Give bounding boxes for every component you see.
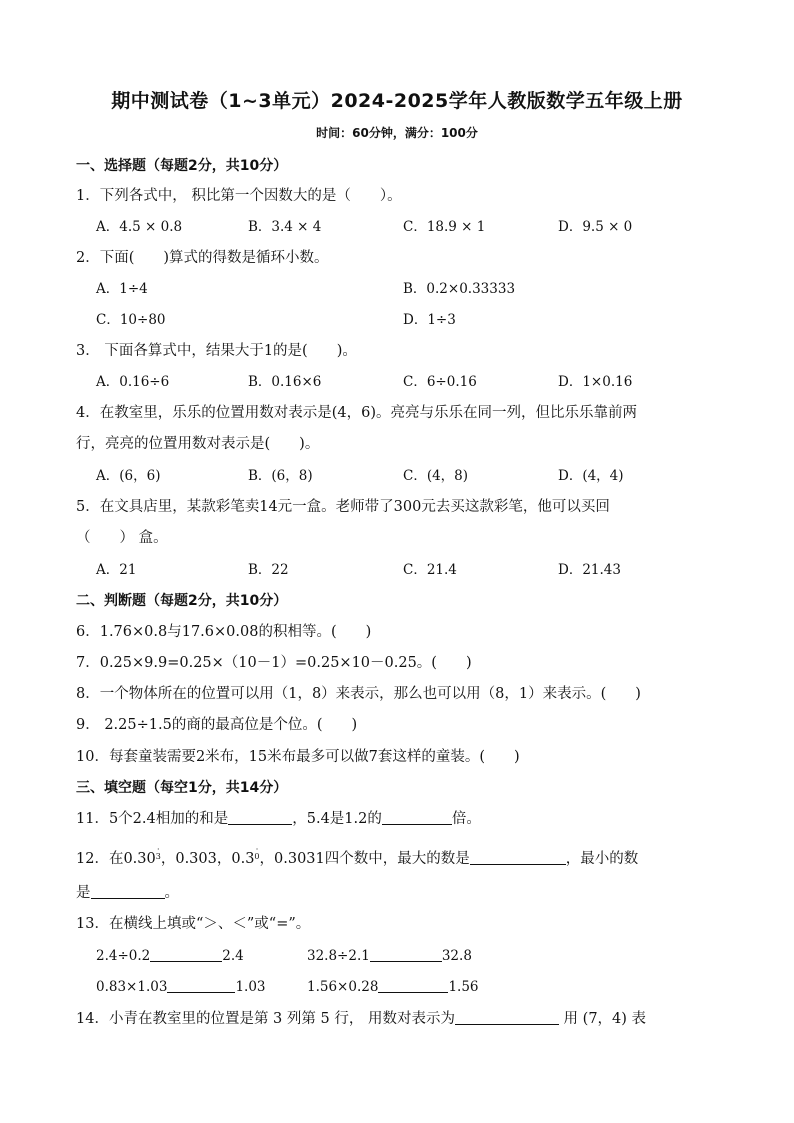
question-12-line1 [76, 846, 638, 869]
q5-option-b: B．22 [248, 562, 289, 578]
q2-option-b: B．0.2×0.33333 [403, 281, 516, 297]
question-10: 10．每套童装需要2米布，15米布最多可以做7套这样的童装。( ) [76, 749, 520, 765]
answer-blank[interactable] [378, 978, 448, 993]
q2-option-c: C．10÷80 [96, 312, 166, 328]
answer-blank[interactable] [470, 850, 566, 865]
answer-blank[interactable] [91, 884, 165, 899]
section-heading-choice: 一、选择题（每题2分，共10分） [76, 158, 288, 174]
q13-compare-1: 2.4÷0.2 2.4 [96, 948, 244, 964]
q2-option-a: A．1÷4 [96, 281, 148, 297]
section-heading-judge: 二、判断题（每题2分，共10分） [76, 593, 288, 609]
question-12-line2 [76, 883, 179, 903]
answer-blank[interactable] [228, 810, 292, 825]
section-heading-fill: 三、填空题（每空1分，共14分） [76, 780, 288, 796]
q12-text-part6: 。 [164, 885, 179, 901]
answer-blank[interactable] [382, 810, 452, 825]
q13-compare-3: 0.83×1.03 1.03 [96, 979, 266, 995]
q13-compare-2: 32.8÷2.1 32.8 [307, 948, 472, 964]
q12-text-part1: 12．在0.30 [76, 851, 156, 867]
q2-option-d: D．1÷3 [403, 312, 456, 328]
q12-text-part2: ，0.303，0.3 [160, 851, 255, 867]
q5-option-d: D．21.43 [558, 562, 621, 578]
question-8: 8．一个物体所在的位置可以用（1，8）来表示，那么也可以用（8，1）来表示。( ) [76, 686, 641, 702]
question-4-stem-line2: 行，亮亮的位置用数对表示是( )。 [76, 436, 320, 452]
q14-text-part1: 14．小青在教室里的位置是第 3 列第 5 行， 用数对表示为 [76, 1011, 455, 1027]
question-9: 9． 2.25÷1.5的商的最高位是个位。( ) [76, 717, 358, 733]
q12-text-part5: 是 [76, 885, 91, 901]
answer-blank[interactable] [150, 947, 222, 962]
page-title: 期中测试卷（1~3单元）2024-2025学年人教版数学五年级上册 [111, 90, 683, 112]
q3-option-c: C．6÷0.16 [403, 374, 477, 390]
answer-blank[interactable] [370, 947, 442, 962]
q1-option-b: B．3.4 × 4 [248, 219, 322, 235]
q11-text-part2: ，5.4是1.2的 [292, 811, 382, 827]
question-11 [76, 809, 481, 829]
question-3-stem: 3． 下面各算式中，结果大于1的是( )。 [76, 343, 357, 359]
page-subtitle: 时间：60分钟，满分：100分 [316, 126, 478, 140]
q4-option-a: A．(6，6) [96, 468, 161, 484]
q13-compare-4: 1.56×0.28 1.56 [307, 979, 479, 995]
q3-option-d: D．1×0.16 [558, 374, 633, 390]
question-2-stem: 2．下面( )算式的得数是循环小数。 [76, 250, 329, 266]
answer-blank[interactable] [455, 1010, 559, 1025]
q1-option-a: A．4.5 × 0.8 [96, 219, 183, 235]
q12-text-part4: ，最小的数 [565, 851, 639, 867]
q3-option-a: A．0.16÷6 [96, 374, 170, 390]
question-5-stem-line1: 5．在文具店里，某款彩笔卖14元一盒。老师带了300元去买这款彩笔，他可以买回 [76, 499, 610, 515]
question-14 [76, 1009, 646, 1029]
q12-text-part3: ，0.3031四个数中，最大的数是 [259, 851, 470, 867]
q4-option-c: C．(4，8) [403, 468, 469, 484]
q5-option-a: A．21 [96, 562, 137, 578]
q14-text-part2: 用 (7，4) 表 [558, 1011, 647, 1027]
q5-option-c: C．21.4 [403, 562, 457, 578]
question-13-stem: 13．在横线上填或“＞、＜”或“=”。 [76, 916, 311, 932]
q4-option-b: B．(6，8) [248, 468, 313, 484]
q12-repeating-digit: · 0 [254, 845, 260, 861]
question-6: 6．1.76×0.8与17.6×0.08的积相等。( ) [76, 624, 372, 640]
q12-repeating-digit: · 3 [155, 845, 161, 861]
q1-option-d: D．9.5 × 0 [558, 219, 633, 235]
question-5-stem-line2: （ ） 盒。 [76, 530, 168, 546]
question-4-stem-line1: 4．在教室里，乐乐的位置用数对表示是(4，6)。亮亮与乐乐在同一列，但比乐乐靠前两 [76, 405, 637, 421]
answer-blank[interactable] [167, 978, 235, 993]
q3-option-b: B．0.16×6 [248, 374, 322, 390]
q11-text-part1: 11．5个2.4相加的和是 [76, 811, 229, 827]
question-1-stem: 1．下列各式中， 积比第一个因数大的是（ ）。 [76, 188, 402, 204]
question-7: 7．0.25×9.9=0.25×（10－1）=0.25×10－0.25。( ) [76, 655, 472, 671]
q4-option-d: D．(4，4) [558, 468, 624, 484]
q1-option-c: C．18.9 × 1 [403, 219, 486, 235]
q11-text-part3: 倍。 [451, 811, 481, 827]
